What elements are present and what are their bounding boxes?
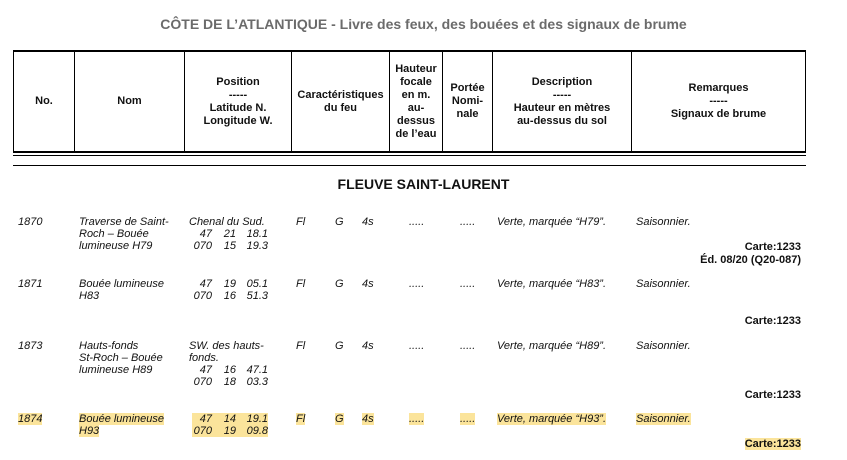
position-note: Chenal du Sud.	[189, 216, 265, 228]
header-remarques: Remarques ----- Signaux de brume	[670, 82, 767, 120]
description: Verte, marquée “H83”.	[497, 278, 607, 290]
remarks: Saisonnier.	[636, 413, 691, 425]
description: Verte, marquée “H89”.	[497, 340, 607, 352]
light-color: G	[335, 278, 344, 290]
entry-name-line: H93	[79, 425, 100, 437]
header-hauteur: Hauteur focale en m. au- dessus de l’eau	[395, 62, 437, 140]
light-character: Fl	[296, 413, 306, 425]
light-period: 4s	[362, 216, 374, 228]
entry-number: 1871	[18, 278, 43, 290]
description: Verte, marquée “H93”.	[497, 413, 607, 425]
chart-reference: Carte:1233	[744, 389, 801, 401]
section-title: FLEUVE SAINT-LAURENT	[337, 176, 510, 192]
nominal-range: .....	[460, 278, 476, 290]
light-color: G	[335, 216, 344, 228]
section-rule	[13, 165, 806, 166]
chart-reference: Carte:1233	[744, 241, 801, 253]
focal-height: .....	[409, 340, 425, 352]
light-color: G	[335, 340, 344, 352]
longitude: 070 18 03.3	[193, 376, 268, 388]
entry-number: 1874	[18, 413, 43, 425]
header-position: Position ----- Latitude N. Longitude W.	[203, 75, 273, 127]
light-period: 4s	[362, 278, 374, 290]
entry-number: 1873	[18, 340, 43, 352]
entry-name-line: Traverse de Saint-	[79, 216, 169, 228]
latitude: 47 19 05.1	[199, 278, 268, 290]
light-character: Fl	[296, 278, 306, 290]
focal-height: .....	[409, 216, 425, 228]
light-character: Fl	[296, 340, 306, 352]
entry-name-line: Hauts-fonds	[79, 340, 139, 352]
focal-height: .....	[409, 413, 425, 425]
latitude: 47 21 18.1	[199, 228, 268, 240]
entry-number: 1870	[18, 216, 43, 228]
entry-name-line: H83	[79, 290, 100, 302]
nominal-range: .....	[460, 216, 476, 228]
entry-name-line: St-Roch – Bouée	[79, 352, 163, 364]
chart-reference: Carte:1233	[744, 438, 801, 450]
entry-name-line: Roch – Bouée	[79, 228, 149, 240]
light-character: Fl	[296, 216, 306, 228]
document-title: CÔTE DE L’ATLANTIQUE - Livre des feux, des bouées et des signaux de brume	[160, 16, 687, 32]
entry-name-line: Bouée lumineuse	[79, 413, 165, 425]
edition-note: Éd. 08/20 (Q20-087)	[700, 254, 801, 266]
position-note: SW. des hauts-	[189, 340, 264, 352]
chart-reference: Carte:1233	[744, 315, 801, 327]
longitude: 070 16 51.3	[193, 290, 268, 302]
light-period: 4s	[362, 413, 374, 425]
header-nom: Nom	[117, 95, 142, 107]
remarks: Saisonnier.	[636, 216, 691, 228]
longitude: 070 19 09.8	[193, 425, 268, 437]
header-portee: Portée Nomi- nale	[450, 82, 485, 120]
latitude: 47 14 19.1	[192, 413, 268, 425]
header-bottom-rule	[13, 151, 806, 153]
entry-name-line: lumineuse H89	[79, 364, 153, 376]
header-caracteristiques: Caractéristiques du feu	[297, 88, 384, 114]
nominal-range: .....	[460, 340, 476, 352]
longitude: 070 15 19.3	[193, 240, 268, 252]
remarks: Saisonnier.	[636, 340, 691, 352]
entry-name-line: lumineuse H79	[79, 240, 153, 252]
light-color: G	[335, 413, 344, 425]
entry-name-line: Bouée lumineuse	[79, 278, 165, 290]
position-note: fonds.	[189, 352, 219, 364]
description: Verte, marquée “H79”.	[497, 216, 607, 228]
light-period: 4s	[362, 340, 374, 352]
header-no: No.	[35, 95, 53, 107]
header-bottom-rule-thin	[13, 155, 806, 156]
remarks: Saisonnier.	[636, 278, 691, 290]
nominal-range: .....	[460, 413, 476, 425]
column-divider	[805, 52, 806, 151]
header-description: Description ----- Hauteur en mètres au-dessus du sol	[513, 75, 611, 127]
latitude: 47 16 47.1	[199, 364, 268, 376]
focal-height: .....	[409, 278, 425, 290]
